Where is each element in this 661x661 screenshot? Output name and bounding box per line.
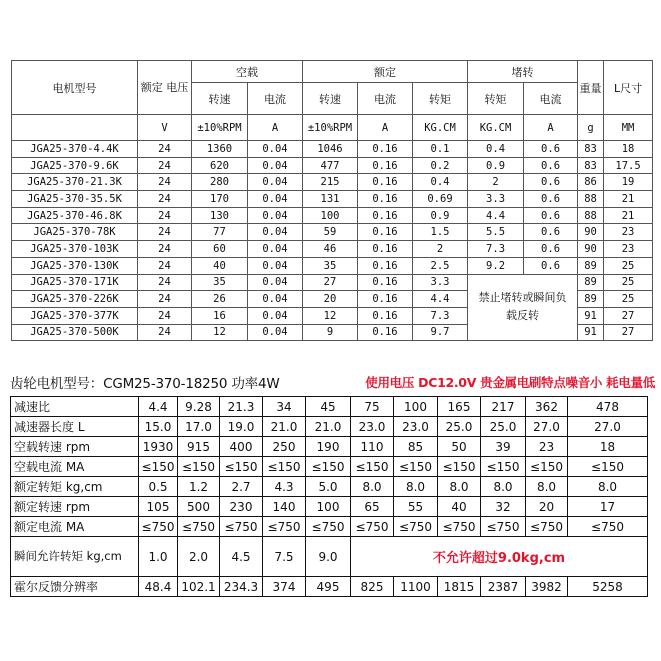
cell-rated-speed: 9 [303, 324, 358, 341]
cell-rated-current: 0.16 [358, 241, 413, 258]
cell-length: 19 [604, 174, 653, 191]
subheader-stall-torque: 转矩 [468, 83, 524, 115]
cell-rated-speed: 46 [303, 241, 358, 258]
cell-stall-current: 0.6 [524, 224, 578, 241]
table-cell: 400 [220, 437, 263, 457]
table-cell: ≤150 [568, 457, 648, 477]
table-cell: 374 [263, 577, 306, 597]
table-row [11, 417, 648, 437]
cell-voltage: 24 [138, 257, 192, 274]
cell-weight: 88 [578, 207, 604, 224]
row-label: 瞬间允许转矩 kg,cm [11, 537, 139, 577]
cell-rated-current: 0.16 [358, 324, 413, 341]
table-cell: 39 [481, 437, 526, 457]
table-cell: 17 [568, 497, 648, 517]
cell-voltage: 24 [138, 224, 192, 241]
cell-noload-current: 0.04 [248, 174, 303, 191]
gear-motor-model: 齿轮电机型号：CGM25-370-18250 功率4W [10, 376, 280, 392]
cell-rated-torque: 0.69 [413, 191, 468, 208]
cell-noload-speed: 60 [192, 241, 248, 258]
header-model: 电机型号 [12, 61, 138, 115]
cell-rated-speed: 27 [303, 274, 358, 291]
table-cell: 7.5 [263, 537, 306, 577]
table-cell: 1930 [139, 437, 178, 457]
table-cell: 165 [438, 397, 481, 417]
table-cell: ≤750 [394, 517, 438, 537]
table-row [12, 174, 653, 191]
cell-noload-current: 0.04 [248, 207, 303, 224]
subheader-rated-current: 电流 [358, 83, 413, 115]
cell-length: 25 [604, 291, 653, 308]
table-cell: ≤150 [139, 457, 178, 477]
unit-stall-torque: KG.CM [468, 115, 524, 141]
table-cell: 105 [139, 497, 178, 517]
subheader-rated-speed: 转速 [303, 83, 358, 115]
table-cell: 23.0 [394, 417, 438, 437]
table-cell: ≤750 [351, 517, 394, 537]
cell-noload-speed: 170 [192, 191, 248, 208]
row-label: 减速器长度 L [11, 417, 139, 437]
cell-length: 27 [604, 307, 653, 324]
table-cell: 45 [306, 397, 351, 417]
row-label: 霍尔反馈分辨率 [11, 577, 139, 597]
subheader-noload-current: 电流 [248, 83, 303, 115]
cell-length: 27 [604, 324, 653, 341]
cell-rated-speed: 477 [303, 157, 358, 174]
header-voltage: 额定 电压 [138, 61, 192, 115]
table-cell: ≤150 [394, 457, 438, 477]
cell-length: 17.5 [604, 157, 653, 174]
unit-rated-speed: ±10%RPM [303, 115, 358, 141]
table-row [11, 497, 648, 517]
header-length: L尺寸 [604, 61, 653, 115]
cell-rated-current: 0.16 [358, 257, 413, 274]
table-cell: ≤750 [481, 517, 526, 537]
table-cell: ≤750 [438, 517, 481, 537]
cell-weight: 86 [578, 174, 604, 191]
cell-voltage: 24 [138, 291, 192, 308]
cell-length: 18 [604, 141, 653, 158]
table-row [11, 457, 648, 477]
cell-weight: 83 [578, 141, 604, 158]
cell-stall-torque: 0.4 [468, 141, 524, 158]
table-row [11, 577, 648, 597]
table-cell: 5.0 [306, 477, 351, 497]
cell-model: JGA25-370-130K [12, 257, 138, 274]
cell-weight: 90 [578, 241, 604, 258]
cell-weight: 89 [578, 274, 604, 291]
cell-stall-torque: 7.3 [468, 241, 524, 258]
table-cell: 25.0 [438, 417, 481, 437]
table-cell: 3982 [526, 577, 568, 597]
row-label: 额定转速 rpm [11, 497, 139, 517]
table-cell: 915 [178, 437, 220, 457]
cell-rated-torque: 3.3 [413, 274, 468, 291]
cell-voltage: 24 [138, 307, 192, 324]
cell-stall-current: 0.6 [524, 191, 578, 208]
table-cell: 4.3 [263, 477, 306, 497]
cell-noload-speed: 35 [192, 274, 248, 291]
cell-noload-current: 0.04 [248, 141, 303, 158]
cell-noload-speed: 620 [192, 157, 248, 174]
cell-noload-current: 0.04 [248, 157, 303, 174]
table-cell: 234.3 [220, 577, 263, 597]
table-cell: 55 [394, 497, 438, 517]
table-row [11, 477, 648, 497]
cell-model: JGA25-370-103K [12, 241, 138, 258]
table-cell: 20 [526, 497, 568, 517]
cell-rated-current: 0.16 [358, 191, 413, 208]
cell-voltage: 24 [138, 207, 192, 224]
table-cell: 8.0 [568, 477, 648, 497]
unit-noload-speed: ±10%RPM [192, 115, 248, 141]
table-cell: 1.0 [139, 537, 178, 577]
cell-length: 23 [604, 241, 653, 258]
unit-voltage: V [138, 115, 192, 141]
table-cell: 100 [394, 397, 438, 417]
cell-noload-speed: 16 [192, 307, 248, 324]
cell-noload-speed: 12 [192, 324, 248, 341]
header-noload: 空载 [192, 61, 303, 83]
cell-stall-current: 0.6 [524, 257, 578, 274]
table-row [12, 141, 653, 158]
cell-rated-current: 0.16 [358, 207, 413, 224]
cell-stall-current: 0.6 [524, 157, 578, 174]
cell-rated-speed: 35 [303, 257, 358, 274]
table-cell: 21.0 [306, 417, 351, 437]
table-cell: 495 [306, 577, 351, 597]
gear-motor-spec-table [11, 60, 653, 341]
cell-stall-torque: 0.9 [468, 157, 524, 174]
table-cell: 27.0 [568, 417, 648, 437]
cell-noload-current: 0.04 [248, 307, 303, 324]
cell-rated-speed: 131 [303, 191, 358, 208]
table-cell: 34 [263, 397, 306, 417]
table-cell: 8.0 [526, 477, 568, 497]
cell-model: JGA25-370-377K [12, 307, 138, 324]
cell-noload-speed: 26 [192, 291, 248, 308]
reduction-ratio-table [10, 396, 648, 597]
cell-voltage: 24 [138, 324, 192, 341]
unit-length: MM [604, 115, 653, 141]
cell-weight: 91 [578, 324, 604, 341]
table-cell: 25.0 [481, 417, 526, 437]
cell-rated-speed: 100 [303, 207, 358, 224]
cell-length: 21 [604, 207, 653, 224]
table-row [12, 157, 653, 174]
table-cell: 8.0 [351, 477, 394, 497]
table-cell: 8.0 [438, 477, 481, 497]
cell-noload-current: 0.04 [248, 291, 303, 308]
cell-rated-torque: 1.5 [413, 224, 468, 241]
table-cell: ≤150 [351, 457, 394, 477]
cell-rated-torque: 9.7 [413, 324, 468, 341]
cell-model: JGA25-370-4.4K [12, 141, 138, 158]
table-cell: 17.0 [178, 417, 220, 437]
table-cell: 2387 [481, 577, 526, 597]
cell-stall-torque: 5.5 [468, 224, 524, 241]
table-cell: ≤150 [306, 457, 351, 477]
cell-model: JGA25-370-21.3K [12, 174, 138, 191]
cell-rated-current: 0.16 [358, 307, 413, 324]
cell-rated-torque: 0.9 [413, 207, 468, 224]
table-cell: 4.5 [220, 537, 263, 577]
table-cell: 140 [263, 497, 306, 517]
cell-stall-current: 0.6 [524, 174, 578, 191]
table-cell: 15.0 [139, 417, 178, 437]
cell-noload-current: 0.04 [248, 224, 303, 241]
table-cell: 825 [351, 577, 394, 597]
table-cell: 19.0 [220, 417, 263, 437]
cell-weight: 83 [578, 157, 604, 174]
cell-stall-torque: 3.3 [468, 191, 524, 208]
table-cell: 0.5 [139, 477, 178, 497]
table-row [12, 191, 653, 208]
row-label: 额定转矩 kg,cm [11, 477, 139, 497]
unit-noload-current: A [248, 115, 303, 141]
table-cell: ≤150 [438, 457, 481, 477]
torque-warning: 不允许超过9.0kg,cm [351, 537, 648, 577]
cell-rated-torque: 4.4 [413, 291, 468, 308]
cell-length: 23 [604, 224, 653, 241]
header-weight: 重量 [578, 61, 604, 115]
table-cell: 27.0 [526, 417, 568, 437]
table-cell: 21.3 [220, 397, 263, 417]
table-cell: 190 [306, 437, 351, 457]
table-row [11, 397, 648, 417]
cell-noload-speed: 280 [192, 174, 248, 191]
cell-rated-torque: 2.5 [413, 257, 468, 274]
cell-voltage: 24 [138, 191, 192, 208]
table-cell: 75 [351, 397, 394, 417]
cell-model: JGA25-370-171K [12, 274, 138, 291]
cell-model: JGA25-370-500K [12, 324, 138, 341]
table-cell: 500 [178, 497, 220, 517]
cell-noload-speed: 77 [192, 224, 248, 241]
cell-weight: 89 [578, 291, 604, 308]
cell-rated-torque: 0.2 [413, 157, 468, 174]
stall-note: 禁止堵转或瞬间负载反转 [468, 274, 578, 341]
table-cell: 23.0 [351, 417, 394, 437]
table-cell: 23 [526, 437, 568, 457]
table-cell: 110 [351, 437, 394, 457]
row-label: 空载电流 MA [11, 457, 139, 477]
cell-rated-speed: 1046 [303, 141, 358, 158]
cell-noload-current: 0.04 [248, 241, 303, 258]
table-cell: 50 [438, 437, 481, 457]
cell-model: JGA25-370-46.8K [12, 207, 138, 224]
cell-voltage: 24 [138, 241, 192, 258]
cell-model: JGA25-370-35.5K [12, 191, 138, 208]
table-cell: 102.1 [178, 577, 220, 597]
table-row [12, 257, 653, 274]
table-cell: 362 [526, 397, 568, 417]
table-cell: 8.0 [481, 477, 526, 497]
unit-rated-current: A [358, 115, 413, 141]
table-cell: ≤150 [481, 457, 526, 477]
table-cell: ≤750 [139, 517, 178, 537]
unit-stall-current: A [524, 115, 578, 141]
table-cell: 478 [568, 397, 648, 417]
table-cell: 65 [351, 497, 394, 517]
table-cell: ≤750 [306, 517, 351, 537]
table-row [12, 224, 653, 241]
header-rated: 额定 [303, 61, 468, 83]
cell-noload-current: 0.04 [248, 191, 303, 208]
cell-voltage: 24 [138, 274, 192, 291]
table-cell: ≤150 [220, 457, 263, 477]
table-row [12, 241, 653, 258]
table-cell: 1815 [438, 577, 481, 597]
table-row [11, 517, 648, 537]
cell-weight: 88 [578, 191, 604, 208]
cell-rated-current: 0.16 [358, 141, 413, 158]
table-cell: ≤750 [568, 517, 648, 537]
cell-model: JGA25-370-226K [12, 291, 138, 308]
table-cell: ≤150 [178, 457, 220, 477]
cell-rated-speed: 12 [303, 307, 358, 324]
table-row [11, 437, 648, 457]
cell-rated-speed: 20 [303, 291, 358, 308]
cell-voltage: 24 [138, 174, 192, 191]
unit-rated-torque: KG.CM [413, 115, 468, 141]
cell-rated-torque: 7.3 [413, 307, 468, 324]
table-cell: 18 [568, 437, 648, 457]
table-cell: 250 [263, 437, 306, 457]
cell-stall-torque: 4.4 [468, 207, 524, 224]
unit-cell-empty [12, 115, 138, 141]
cell-rated-torque: 0.1 [413, 141, 468, 158]
row-label: 空载转速 rpm [11, 437, 139, 457]
table-cell: 21.0 [263, 417, 306, 437]
unit-weight: g [578, 115, 604, 141]
cell-rated-current: 0.16 [358, 174, 413, 191]
table-cell: 2.0 [178, 537, 220, 577]
cell-length: 21 [604, 191, 653, 208]
cell-noload-current: 0.04 [248, 257, 303, 274]
table-row [12, 274, 653, 291]
cell-weight: 89 [578, 257, 604, 274]
cell-noload-speed: 130 [192, 207, 248, 224]
voltage-note: 使用电压 DC12.0V 贵金属电刷特点噪音小 耗电量低 [365, 375, 655, 390]
table-cell: ≤750 [263, 517, 306, 537]
table-cell: 1100 [394, 577, 438, 597]
table-cell: 4.4 [139, 397, 178, 417]
cell-noload-current: 0.04 [248, 274, 303, 291]
cell-noload-speed: 1360 [192, 141, 248, 158]
cell-rated-torque: 0.4 [413, 174, 468, 191]
table-cell: 40 [438, 497, 481, 517]
cell-model: JGA25-370-78K [12, 224, 138, 241]
cell-rated-torque: 2 [413, 241, 468, 258]
table-cell: ≤150 [526, 457, 568, 477]
cell-voltage: 24 [138, 141, 192, 158]
cell-rated-speed: 215 [303, 174, 358, 191]
table-cell: 100 [306, 497, 351, 517]
cell-stall-torque: 9.2 [468, 257, 524, 274]
table-cell: ≤750 [526, 517, 568, 537]
cell-rated-current: 0.16 [358, 224, 413, 241]
cell-rated-current: 0.16 [358, 291, 413, 308]
table-cell: 1.2 [178, 477, 220, 497]
table-cell: ≤750 [220, 517, 263, 537]
gear-motor-heading [10, 372, 655, 394]
cell-weight: 90 [578, 224, 604, 241]
table-cell: 32 [481, 497, 526, 517]
cell-length: 25 [604, 274, 653, 291]
cell-rated-speed: 59 [303, 224, 358, 241]
table-row [12, 207, 653, 224]
table-cell: 85 [394, 437, 438, 457]
cell-noload-current: 0.04 [248, 324, 303, 341]
table-cell: 230 [220, 497, 263, 517]
cell-rated-current: 0.16 [358, 274, 413, 291]
table-cell: 5258 [568, 577, 648, 597]
subheader-stall-current: 电流 [524, 83, 578, 115]
cell-rated-current: 0.16 [358, 157, 413, 174]
header-stall: 堵转 [468, 61, 578, 83]
table-row [11, 537, 648, 577]
table-cell: 8.0 [394, 477, 438, 497]
subheader-rated-torque: 转矩 [413, 83, 468, 115]
cell-noload-speed: 40 [192, 257, 248, 274]
table-cell: 2.7 [220, 477, 263, 497]
cell-weight: 91 [578, 307, 604, 324]
row-label: 减速比 [11, 397, 139, 417]
table-cell: 9.0 [306, 537, 351, 577]
table-cell: ≤150 [263, 457, 306, 477]
cell-stall-current: 0.6 [524, 241, 578, 258]
cell-stall-current: 0.6 [524, 207, 578, 224]
cell-stall-torque: 2 [468, 174, 524, 191]
table-cell: 9.28 [178, 397, 220, 417]
table-cell: ≤750 [178, 517, 220, 537]
table-cell: 48.4 [139, 577, 178, 597]
cell-stall-current: 0.6 [524, 141, 578, 158]
subheader-noload-speed: 转速 [192, 83, 248, 115]
cell-voltage: 24 [138, 157, 192, 174]
table-cell: 217 [481, 397, 526, 417]
cell-length: 25 [604, 257, 653, 274]
row-label: 额定电流 MA [11, 517, 139, 537]
cell-model: JGA25-370-9.6K [12, 157, 138, 174]
